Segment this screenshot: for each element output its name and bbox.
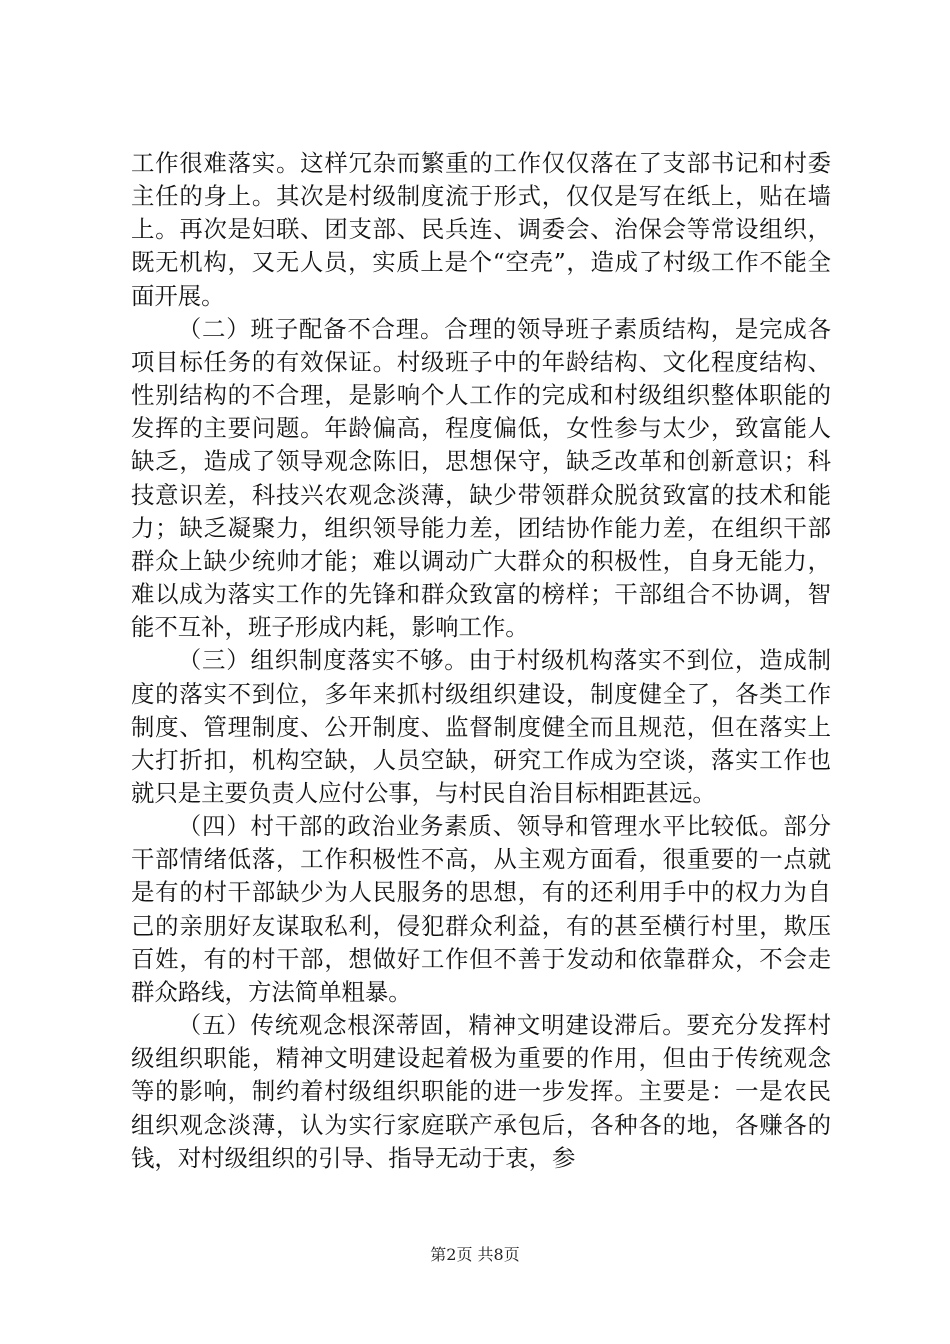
document-body xyxy=(131,147,831,1175)
paragraph-section-5: （五）传统观念根深蒂固，精神文明建设滞后。要充分发挥村级组织职能，精神文明建设起着极为重要的作用，但由于传统观念等的影响，制约着村级组织职能的进一步发挥。主要是：一是农民组织观念淡薄，认为实行家庭联产承包后，各种各的地，各赚各的钱，对村级组织的引导、指导无动于衷，参 xyxy=(131,1011,831,1172)
paragraph-section-2: （二）班子配备不合理。合理的领导班子素质结构，是完成各项目标任务的有效保证。村级班子中的年龄结构、文化程度结构、性别结构的不合理，是影响个人工作的完成和村级组织整体职能的发挥的主要问题。年龄偏高，程度偏低，女性参与太少，致富能人缺乏，造成了领导观念陈旧，思想保守，缺乏改革和创新意识；科技意识差，科技兴农观念淡薄，缺少带领群众脱贫致富的技术和能力；缺乏凝聚力，组织领导能力差，团结协作能力差，在组织干部群众上缺少统帅才能；难以调动广大群众的积极性，自身无能力，难以成为落实工作的先锋和群众致富的榜样；干部组合不协调，智能不互补，班子形成内耗，影响工作。 xyxy=(131,314,831,642)
paragraph-section-4: （四）村干部的政治业务素质、领导和管理水平比较低。部分干部情绪低落，工作积极性不高，从主观方面看，很重要的一点就是有的村干部缺少为人民服务的思想，有的还利用手中的权力为自己的亲朋好友谋取私利，侵犯群众利益，有的甚至横行村里，欺压百姓，有的村干部，想做好工作但不善于发动和依靠群众，不会走群众路线，方法简单粗暴。 xyxy=(131,812,831,1006)
paragraph-continued: 工作很难落实。这样冗杂而繁重的工作仅仅落在了支部书记和村委主任的身上。其次是村级制度流于形式，仅仅是写在纸上，贴在墙上。再次是妇联、团支部、民兵连、调委会、治保会等常设组织，既无机构，又无人员，实质上是个“空壳”，造成了村级工作不能全面开展。 xyxy=(131,149,831,310)
page-number-footer: 第2页 共8页 xyxy=(430,1245,520,1264)
paragraph-section-3: （三）组织制度落实不够。由于村级机构落实不到位，造成制度的落实不到位，多年来抓村级组织建设，制度健全了，各类工作制度、管理制度、公开制度、监督制度健全而且规范，但在落实上大打折扣，机构空缺，人员空缺，研究工作成为空谈，落实工作也就只是主要负责人应付公事，与村民自治目标相距甚远。 xyxy=(131,646,831,807)
